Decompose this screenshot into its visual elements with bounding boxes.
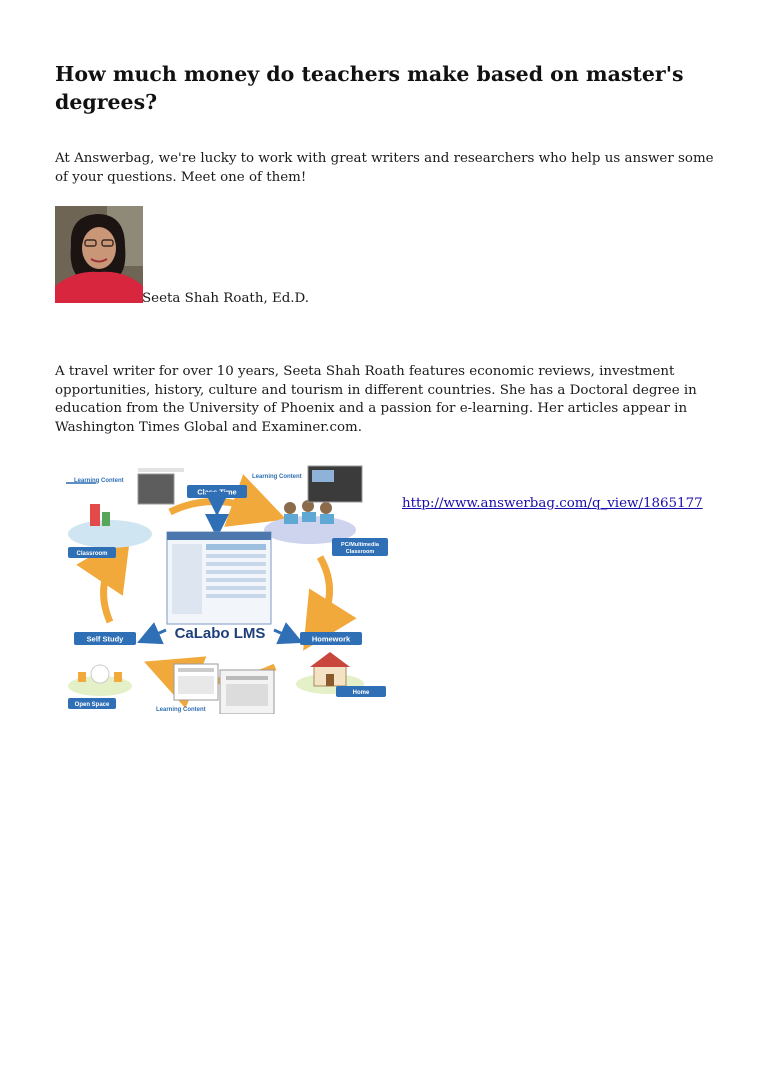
- lms-title: CaLabo LMS: [174, 625, 266, 642]
- intro-paragraph: At Answerbag, we're lucky to work with great writers and researchers who help us answer some of your questions. Meet one of them!: [55, 151, 714, 185]
- self-study-arrow: [148, 630, 166, 638]
- source-link[interactable]: http://www.answerbag.com/q_view/1865177: [402, 496, 703, 511]
- label-self-study: Self Study: [86, 634, 124, 644]
- open-space-illustration: [68, 665, 132, 696]
- label-class-time: Class Time: [197, 487, 237, 497]
- label-learning-content-2: Learning Content: [252, 474, 302, 480]
- lms-diagram: [60, 462, 390, 714]
- lms-diagram-figure: [60, 462, 390, 714]
- label-homework: Homework: [311, 634, 351, 644]
- label-open-space: Open Space: [74, 702, 110, 708]
- label-home: Home: [352, 690, 370, 696]
- label-classroom: Classroom: [76, 551, 108, 557]
- lms-screen-illustration: [167, 532, 271, 624]
- homework-arrow: [274, 630, 292, 638]
- author-portrait-image: [55, 206, 143, 303]
- page-title: How much money do teachers make based on master's degrees?: [55, 62, 684, 114]
- label-pc-line1: PC/Multimedia: [341, 542, 379, 548]
- label-learning-content-1: Learning Content: [74, 478, 124, 484]
- author-photo: [55, 206, 143, 303]
- label-learning-content-3: Learning Content: [156, 707, 206, 713]
- author-name: Seeta Shah Roath, Ed.D.: [142, 291, 310, 306]
- author-bio: A travel writer for over 10 years, Seeta Shah Roath features economic reviews, investment opportunities, history, culture and tourism in different countries. She has a Doctoral degree in education from the University of Phoenix and a passion for e-learning. Her articles appear in Washington Times Global and Examiner.com.: [55, 364, 697, 435]
- label-pc-line2: Classroom: [345, 549, 375, 555]
